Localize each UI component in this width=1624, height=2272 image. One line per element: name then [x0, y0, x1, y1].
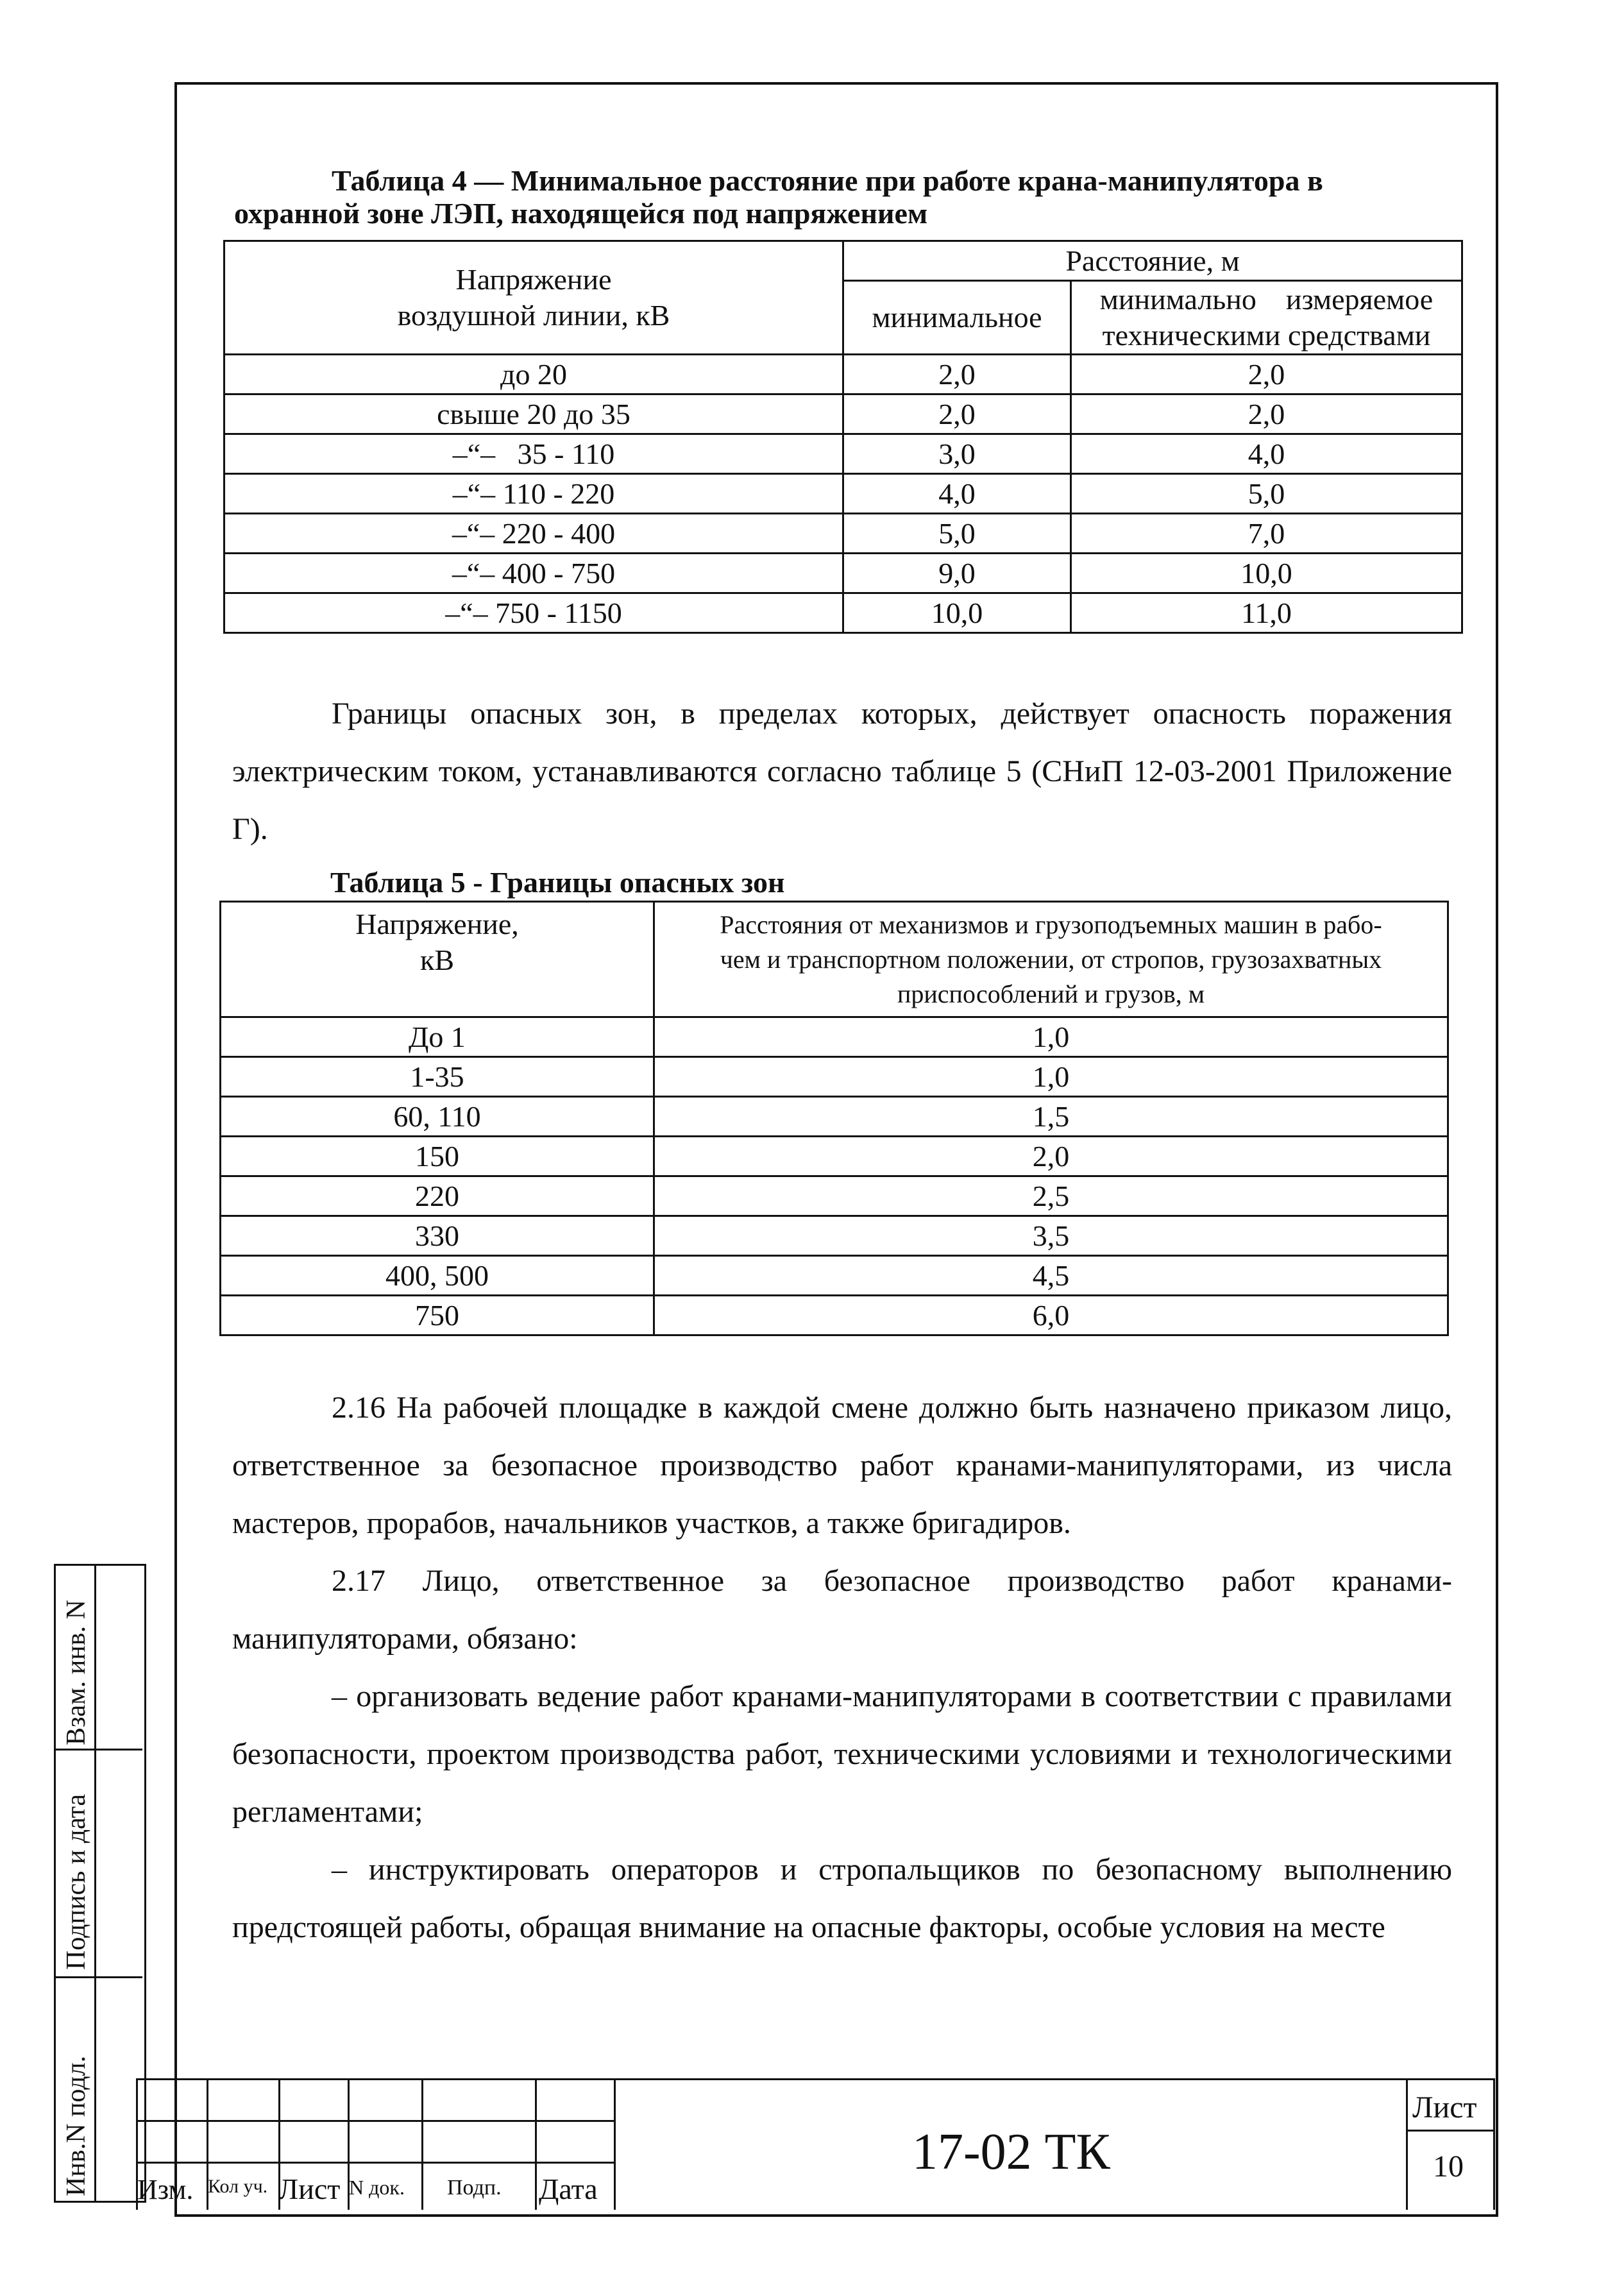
table-row: 750 6,0 — [221, 1296, 1448, 1335]
table4-header-measured: минимально измеряемое техническими средствами — [1071, 281, 1462, 355]
table-row: До 1 1,0 — [221, 1017, 1448, 1057]
table4-caption-line1: Таблица 4 — Минимальное расстояние при работе крана-манипулятора в — [332, 164, 1323, 197]
table-row: свыше 20 до 35 2,0 2,0 — [224, 394, 1462, 434]
title-izm: Изм. — [137, 2174, 194, 2205]
table-row: –“– 400 - 750 9,0 10,0 — [224, 554, 1462, 593]
title-data: Дата — [539, 2173, 598, 2205]
document-code: 17-02 ТК — [912, 2124, 1110, 2180]
table5-header-distance: Расстояния от механизмов и грузоподъемных машин в рабо- чем и транспортном положении, от стропов, грузозахватных приспособлений и грузов, м — [654, 902, 1448, 1017]
paragraph-2-16: 2.16 На рабочей площадке в каждой смене должно быть назначено приказом лицо, ответственное за безопасное производство работ кранами-манипуляторами, из числа мастеров, прорабов, начальников участков, а также бригадиров. — [232, 1391, 1452, 1540]
table-row: –“– 110 - 220 4,0 5,0 — [224, 474, 1462, 514]
table-row: –“– 750 - 1150 10,0 11,0 — [224, 593, 1462, 633]
title-kol-uch: Кол уч. — [208, 2176, 268, 2197]
sheet-number: 10 — [1433, 2149, 1464, 2183]
table-row: 1-35 1,0 — [221, 1057, 1448, 1097]
stamp-vzam-inv: Взам. инв. N — [62, 1600, 91, 1745]
title-list: Лист — [278, 2173, 341, 2205]
table-row: –“– 220 - 400 5,0 7,0 — [224, 514, 1462, 554]
table4-header-distance: Расстояние, м — [843, 241, 1462, 281]
paragraph: Границы опасных зон, в пределах которых, действует опасность поражения электрическим током, устанавливаются согласно таблице 5 (СНиП 12-03-2001 Приложение Г). — [232, 697, 1452, 846]
paragraph-instruct: – инструктировать операторов и стропальщиков по безопасному выполнению предстоящей работы, обращая внимание на опасные факторы, особые условия на месте — [232, 1852, 1452, 1944]
left-stamp — [54, 1564, 146, 2203]
paragraph-2-17: 2.17 Лицо, ответственное за безопасное производство работ кранами-манипуляторами, обязано: — [232, 1564, 1452, 1656]
table5-caption: Таблица 5 - Границы опасных зон — [330, 866, 785, 899]
table-row: 150 2,0 — [221, 1137, 1448, 1176]
table4-header-min: минимальное — [843, 281, 1071, 355]
sheet-label: Лист — [1412, 2090, 1477, 2124]
table5 — [219, 901, 1449, 1336]
paragraph-organize: – организовать ведение работ кранами-манипуляторами в соответствии с правилами безопасности, проектом производства работ, техническими условиями и технологическими регламентами; — [232, 1679, 1452, 1829]
table-row: 220 2,5 — [221, 1176, 1448, 1216]
title-block — [136, 2078, 1496, 2210]
table5-header-voltage: Напряжение, кВ — [221, 902, 654, 1017]
table-row: 400, 500 4,5 — [221, 1256, 1448, 1296]
table4-caption-line2: охранной зоне ЛЭП, находящейся под напряжением — [234, 197, 928, 230]
stamp-podpis-data: Подпись и дата — [62, 1793, 91, 1970]
table4 — [223, 240, 1463, 634]
title-n-dok: N док. — [349, 2176, 405, 2199]
table-row: 330 3,5 — [221, 1216, 1448, 1256]
table-row: до 20 2,0 2,0 — [224, 355, 1462, 394]
table-row: 60, 110 1,5 — [221, 1097, 1448, 1137]
table4-header-voltage: Напряжение воздушной линии, кВ — [224, 241, 843, 355]
table-row: –“– 35 - 110 3,0 4,0 — [224, 434, 1462, 474]
title-podp: Подп. — [447, 2176, 502, 2200]
stamp-inv-podl: Инв.N подл. — [62, 2055, 91, 2196]
